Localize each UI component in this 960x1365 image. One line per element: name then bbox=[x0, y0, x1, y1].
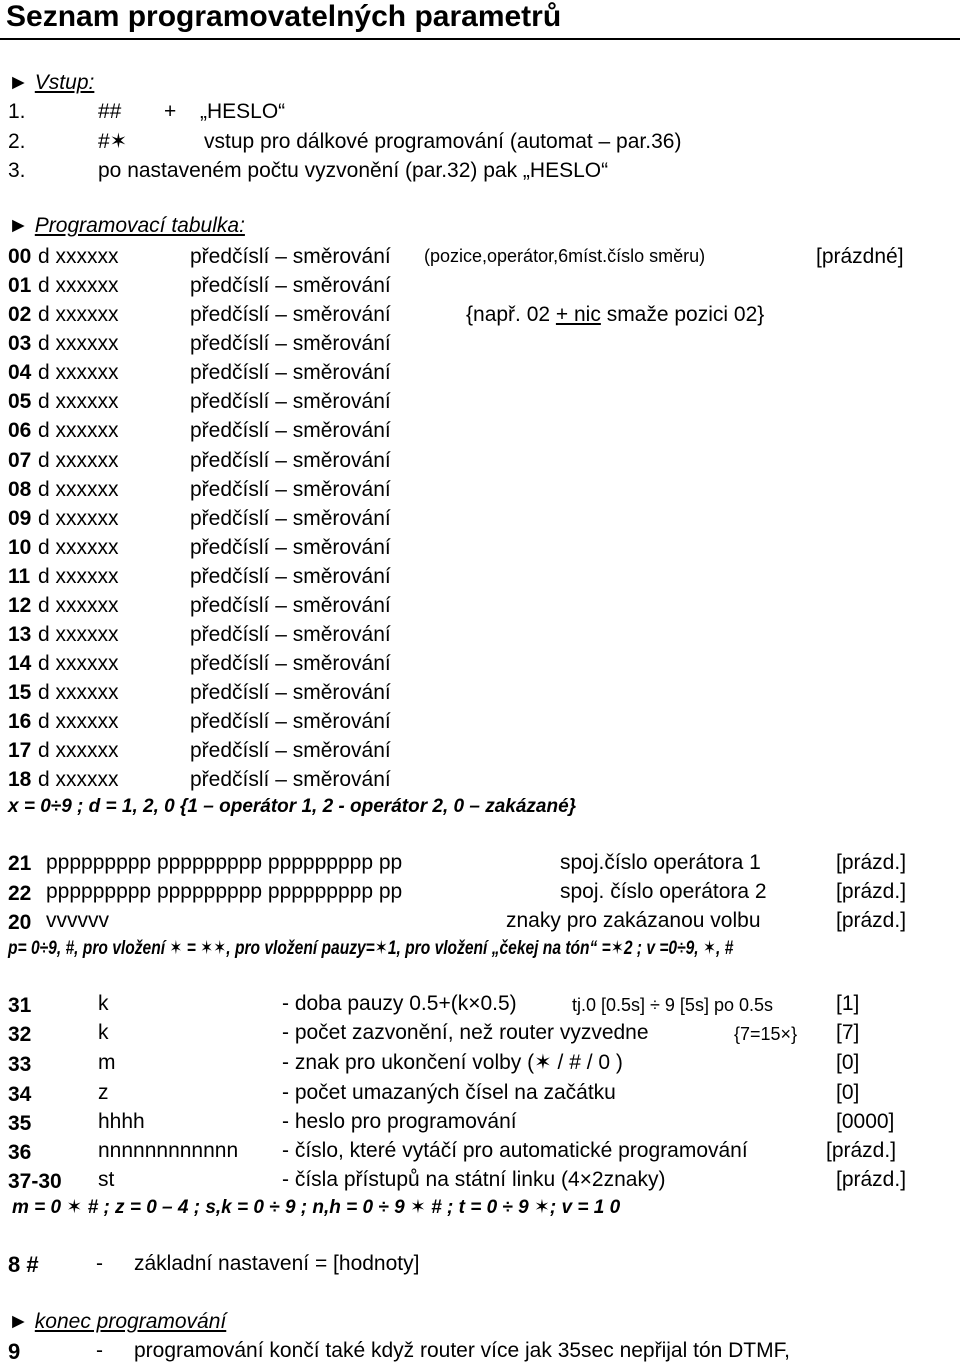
row-pattern: d xxxxxx bbox=[38, 768, 119, 791]
row-number: 08 bbox=[8, 478, 32, 501]
table-legend: x = 0÷9 ; d = 1, 2, 0 {1 – operátor 1, 2 - operátor 2, 0 – zakázané} bbox=[8, 796, 577, 817]
row-pattern: d xxxxxx bbox=[38, 507, 119, 530]
row-description: předčíslí – směrování bbox=[190, 623, 391, 646]
row-number: 18 bbox=[8, 768, 32, 791]
row-pattern: d xxxxxx bbox=[38, 652, 119, 675]
table-row bbox=[0, 362, 960, 391]
row-description: předčíslí – směrování bbox=[190, 390, 391, 413]
row-description: předčíslí – směrování bbox=[190, 594, 391, 617]
vstup-text-1: „HESLO“ bbox=[200, 100, 286, 123]
row-number: 01 bbox=[8, 274, 32, 297]
param-description: - číslo, které vytáčí pro automatické programování bbox=[282, 1139, 748, 1162]
table-row bbox=[0, 479, 960, 508]
row-pattern: d xxxxxx bbox=[38, 565, 119, 588]
param-default: [7] bbox=[836, 1021, 860, 1044]
row-number: 09 bbox=[8, 507, 32, 530]
row-pattern: d xxxxxx bbox=[38, 739, 119, 762]
table-row bbox=[0, 624, 960, 653]
row-pattern: d xxxxxx bbox=[38, 361, 119, 384]
table-row bbox=[0, 740, 960, 769]
reset-num: 8 # bbox=[8, 1252, 39, 1277]
end-text: programování končí také když router více jak 35sec nepřijal tón DTMF, bbox=[134, 1339, 790, 1362]
row00-default: [prázdné] bbox=[816, 245, 904, 268]
row-description: předčíslí – směrování bbox=[190, 710, 391, 733]
op-val-22: ppppppppp ppppppppp ppppppppp pp bbox=[46, 880, 403, 903]
row-description: předčíslí – směrování bbox=[190, 449, 391, 472]
vstup-num-1: 1. bbox=[8, 100, 26, 123]
row-description: předčíslí – směrování bbox=[190, 478, 391, 501]
op-num-22: 22 bbox=[8, 882, 32, 905]
param-value: st bbox=[98, 1168, 115, 1191]
row-description: předčíslí – směrování bbox=[190, 332, 391, 355]
row-number: 15 bbox=[8, 681, 32, 704]
row-number: 07 bbox=[8, 449, 32, 472]
param-note: tj.0 [0.5s] ÷ 9 [5s] po 0.5s bbox=[572, 995, 773, 1015]
row-description: předčíslí – směrování bbox=[190, 681, 391, 704]
vstup-plus-1: + bbox=[164, 100, 177, 123]
vstup-heading: ► Vstup: bbox=[8, 71, 95, 94]
table-row bbox=[0, 333, 960, 362]
vstup-text-2: vstup pro dálkové programování (automat – par.36) bbox=[204, 130, 682, 153]
param-note: {7=15×} bbox=[734, 1024, 798, 1044]
row-number: 17 bbox=[8, 739, 32, 762]
table-row bbox=[0, 595, 960, 624]
row-pattern: d xxxxxx bbox=[38, 419, 119, 442]
op-val-20: vvvvvv bbox=[46, 909, 109, 932]
param-number: 37-30 bbox=[8, 1170, 62, 1193]
param-value: k bbox=[98, 992, 109, 1015]
row-pattern: d xxxxxx bbox=[38, 681, 119, 704]
row-pattern: d xxxxxx bbox=[38, 594, 119, 617]
param-number: 35 bbox=[8, 1112, 32, 1135]
table-row bbox=[0, 391, 960, 420]
param-value: m bbox=[98, 1051, 116, 1074]
table-row bbox=[0, 711, 960, 740]
vstup-num-2: 2. bbox=[8, 130, 26, 153]
row-description: předčíslí – směrování bbox=[190, 245, 391, 268]
table-heading: ► Programovací tabulka: bbox=[8, 214, 245, 237]
end-heading: ► konec programování bbox=[8, 1310, 227, 1333]
table-row bbox=[0, 275, 960, 304]
param-value: nnnnnnnnnnnn bbox=[98, 1139, 239, 1162]
param-default: [0] bbox=[836, 1081, 860, 1104]
row-number: 02 bbox=[8, 303, 32, 326]
row-pattern: d xxxxxx bbox=[38, 245, 119, 268]
param-number: 31 bbox=[8, 994, 32, 1017]
row-pattern: d xxxxxx bbox=[38, 303, 119, 326]
param-description: - znak pro ukončení volby (✶ / # / 0 ) bbox=[282, 1051, 623, 1074]
table-row bbox=[0, 508, 960, 537]
param-value: k bbox=[98, 1021, 109, 1044]
title-divider bbox=[0, 38, 960, 40]
param-default: [0000] bbox=[836, 1110, 895, 1133]
vstup-num-3: 3. bbox=[8, 159, 26, 182]
triangle-right-icon: ► bbox=[8, 71, 29, 94]
row-pattern: d xxxxxx bbox=[38, 274, 119, 297]
param-default: [prázd.] bbox=[836, 1168, 907, 1191]
end-dash: - bbox=[96, 1339, 103, 1362]
row-pattern: d xxxxxx bbox=[38, 478, 119, 501]
table-row bbox=[0, 769, 960, 798]
row-number: 16 bbox=[8, 710, 32, 733]
row-number: 03 bbox=[8, 332, 32, 355]
vstup-code-1: ## bbox=[98, 100, 122, 123]
param-default: [1] bbox=[836, 992, 860, 1015]
row-number: 12 bbox=[8, 594, 32, 617]
vstup-text-3: po nastaveném počtu vyzvonění (par.32) pak „HESLO“ bbox=[98, 159, 609, 182]
row-pattern: d xxxxxx bbox=[38, 623, 119, 646]
row-description: předčíslí – směrování bbox=[190, 361, 391, 384]
row-pattern: d xxxxxx bbox=[38, 390, 119, 413]
row-pattern: d xxxxxx bbox=[38, 536, 119, 559]
triangle-right-icon: ► bbox=[8, 1310, 29, 1333]
row-description: předčíslí – směrování bbox=[190, 274, 391, 297]
vstup-code-2: #✶ bbox=[98, 130, 128, 153]
table-row bbox=[0, 653, 960, 682]
params-legend: m = 0 ✶ # ; z = 0 – 4 ; s,k = 0 ÷ 9 ; n,h = 0 ÷ 9 ✶ # ; t = 0 ÷ 9 ✶; v = 1 0 bbox=[12, 1197, 621, 1218]
row-description: předčíslí – směrování bbox=[190, 419, 391, 442]
operators-legend: p= 0÷9, #, pro vložení ✶ = ✶✶, pro vložení pauzy=✶1, pro vložení „čekej na tón“ =✶2 ; v =0÷9, ✶, # bbox=[8, 938, 734, 959]
row-number: 11 bbox=[8, 565, 31, 588]
op-desc-20: znaky pro zakázanou volbu bbox=[506, 909, 761, 932]
row-number: 14 bbox=[8, 652, 32, 675]
row-description: předčíslí – směrování bbox=[190, 768, 391, 791]
row-number: 10 bbox=[8, 536, 32, 559]
param-value: hhhh bbox=[98, 1110, 145, 1133]
row-description: předčíslí – směrování bbox=[190, 652, 391, 675]
row-description: předčíslí – směrování bbox=[190, 739, 391, 762]
op-desc-21: spoj.číslo operátora 1 bbox=[560, 851, 761, 874]
table-row bbox=[0, 682, 960, 711]
param-description: - doba pauzy 0.5+(k×0.5) bbox=[282, 992, 517, 1015]
row-number: 13 bbox=[8, 623, 32, 646]
row-pattern: d xxxxxx bbox=[38, 710, 119, 733]
param-description: - počet umazaných čísel na začátku bbox=[282, 1081, 616, 1104]
op-def-22: [prázd.] bbox=[836, 880, 907, 903]
row-description: předčíslí – směrování bbox=[190, 303, 391, 326]
table-row bbox=[0, 420, 960, 449]
reset-text: základní nastavení = [hodnoty] bbox=[134, 1252, 420, 1275]
delete-example: {např. 02 + nic smaže pozici 02} bbox=[466, 303, 765, 326]
param-number: 34 bbox=[8, 1083, 32, 1106]
op-def-21: [prázd.] bbox=[836, 851, 907, 874]
end-num: 9 bbox=[8, 1339, 21, 1364]
param-value: z bbox=[98, 1081, 109, 1104]
param-number: 32 bbox=[8, 1023, 32, 1046]
table-row bbox=[0, 537, 960, 566]
param-default: [prázd.] bbox=[826, 1139, 897, 1162]
triangle-right-icon: ► bbox=[8, 214, 29, 237]
row-number: 04 bbox=[8, 361, 32, 384]
op-num-20: 20 bbox=[8, 911, 32, 934]
row-number: 05 bbox=[8, 390, 32, 413]
row-description: předčíslí – směrování bbox=[190, 536, 391, 559]
table-row bbox=[0, 566, 960, 595]
table-row bbox=[0, 450, 960, 479]
row-number: 06 bbox=[8, 419, 32, 442]
param-description: - čísla přístupů na státní linku (4×2znaky) bbox=[282, 1168, 666, 1191]
row-number: 00 bbox=[8, 245, 32, 268]
reset-dash: - bbox=[96, 1252, 103, 1275]
op-val-21: ppppppppp ppppppppp ppppppppp pp bbox=[46, 851, 403, 874]
row-description: předčíslí – směrování bbox=[190, 565, 391, 588]
row-description: předčíslí – směrování bbox=[190, 507, 391, 530]
param-number: 33 bbox=[8, 1053, 32, 1076]
op-num-21: 21 bbox=[8, 852, 32, 875]
page-title: Seznam programovatelných parametrů bbox=[6, 0, 562, 33]
row00-note: (pozice,operátor,6míst.číslo směru) bbox=[424, 246, 706, 266]
op-def-20: [prázd.] bbox=[836, 909, 907, 932]
param-default: [0] bbox=[836, 1051, 860, 1074]
param-description: - heslo pro programování bbox=[282, 1110, 517, 1133]
param-description: - počet zazvonění, než router vyzvedne bbox=[282, 1021, 649, 1044]
row-pattern: d xxxxxx bbox=[38, 449, 119, 472]
row-pattern: d xxxxxx bbox=[38, 332, 119, 355]
op-desc-22: spoj. číslo operátora 2 bbox=[560, 880, 767, 903]
param-number: 36 bbox=[8, 1141, 32, 1164]
